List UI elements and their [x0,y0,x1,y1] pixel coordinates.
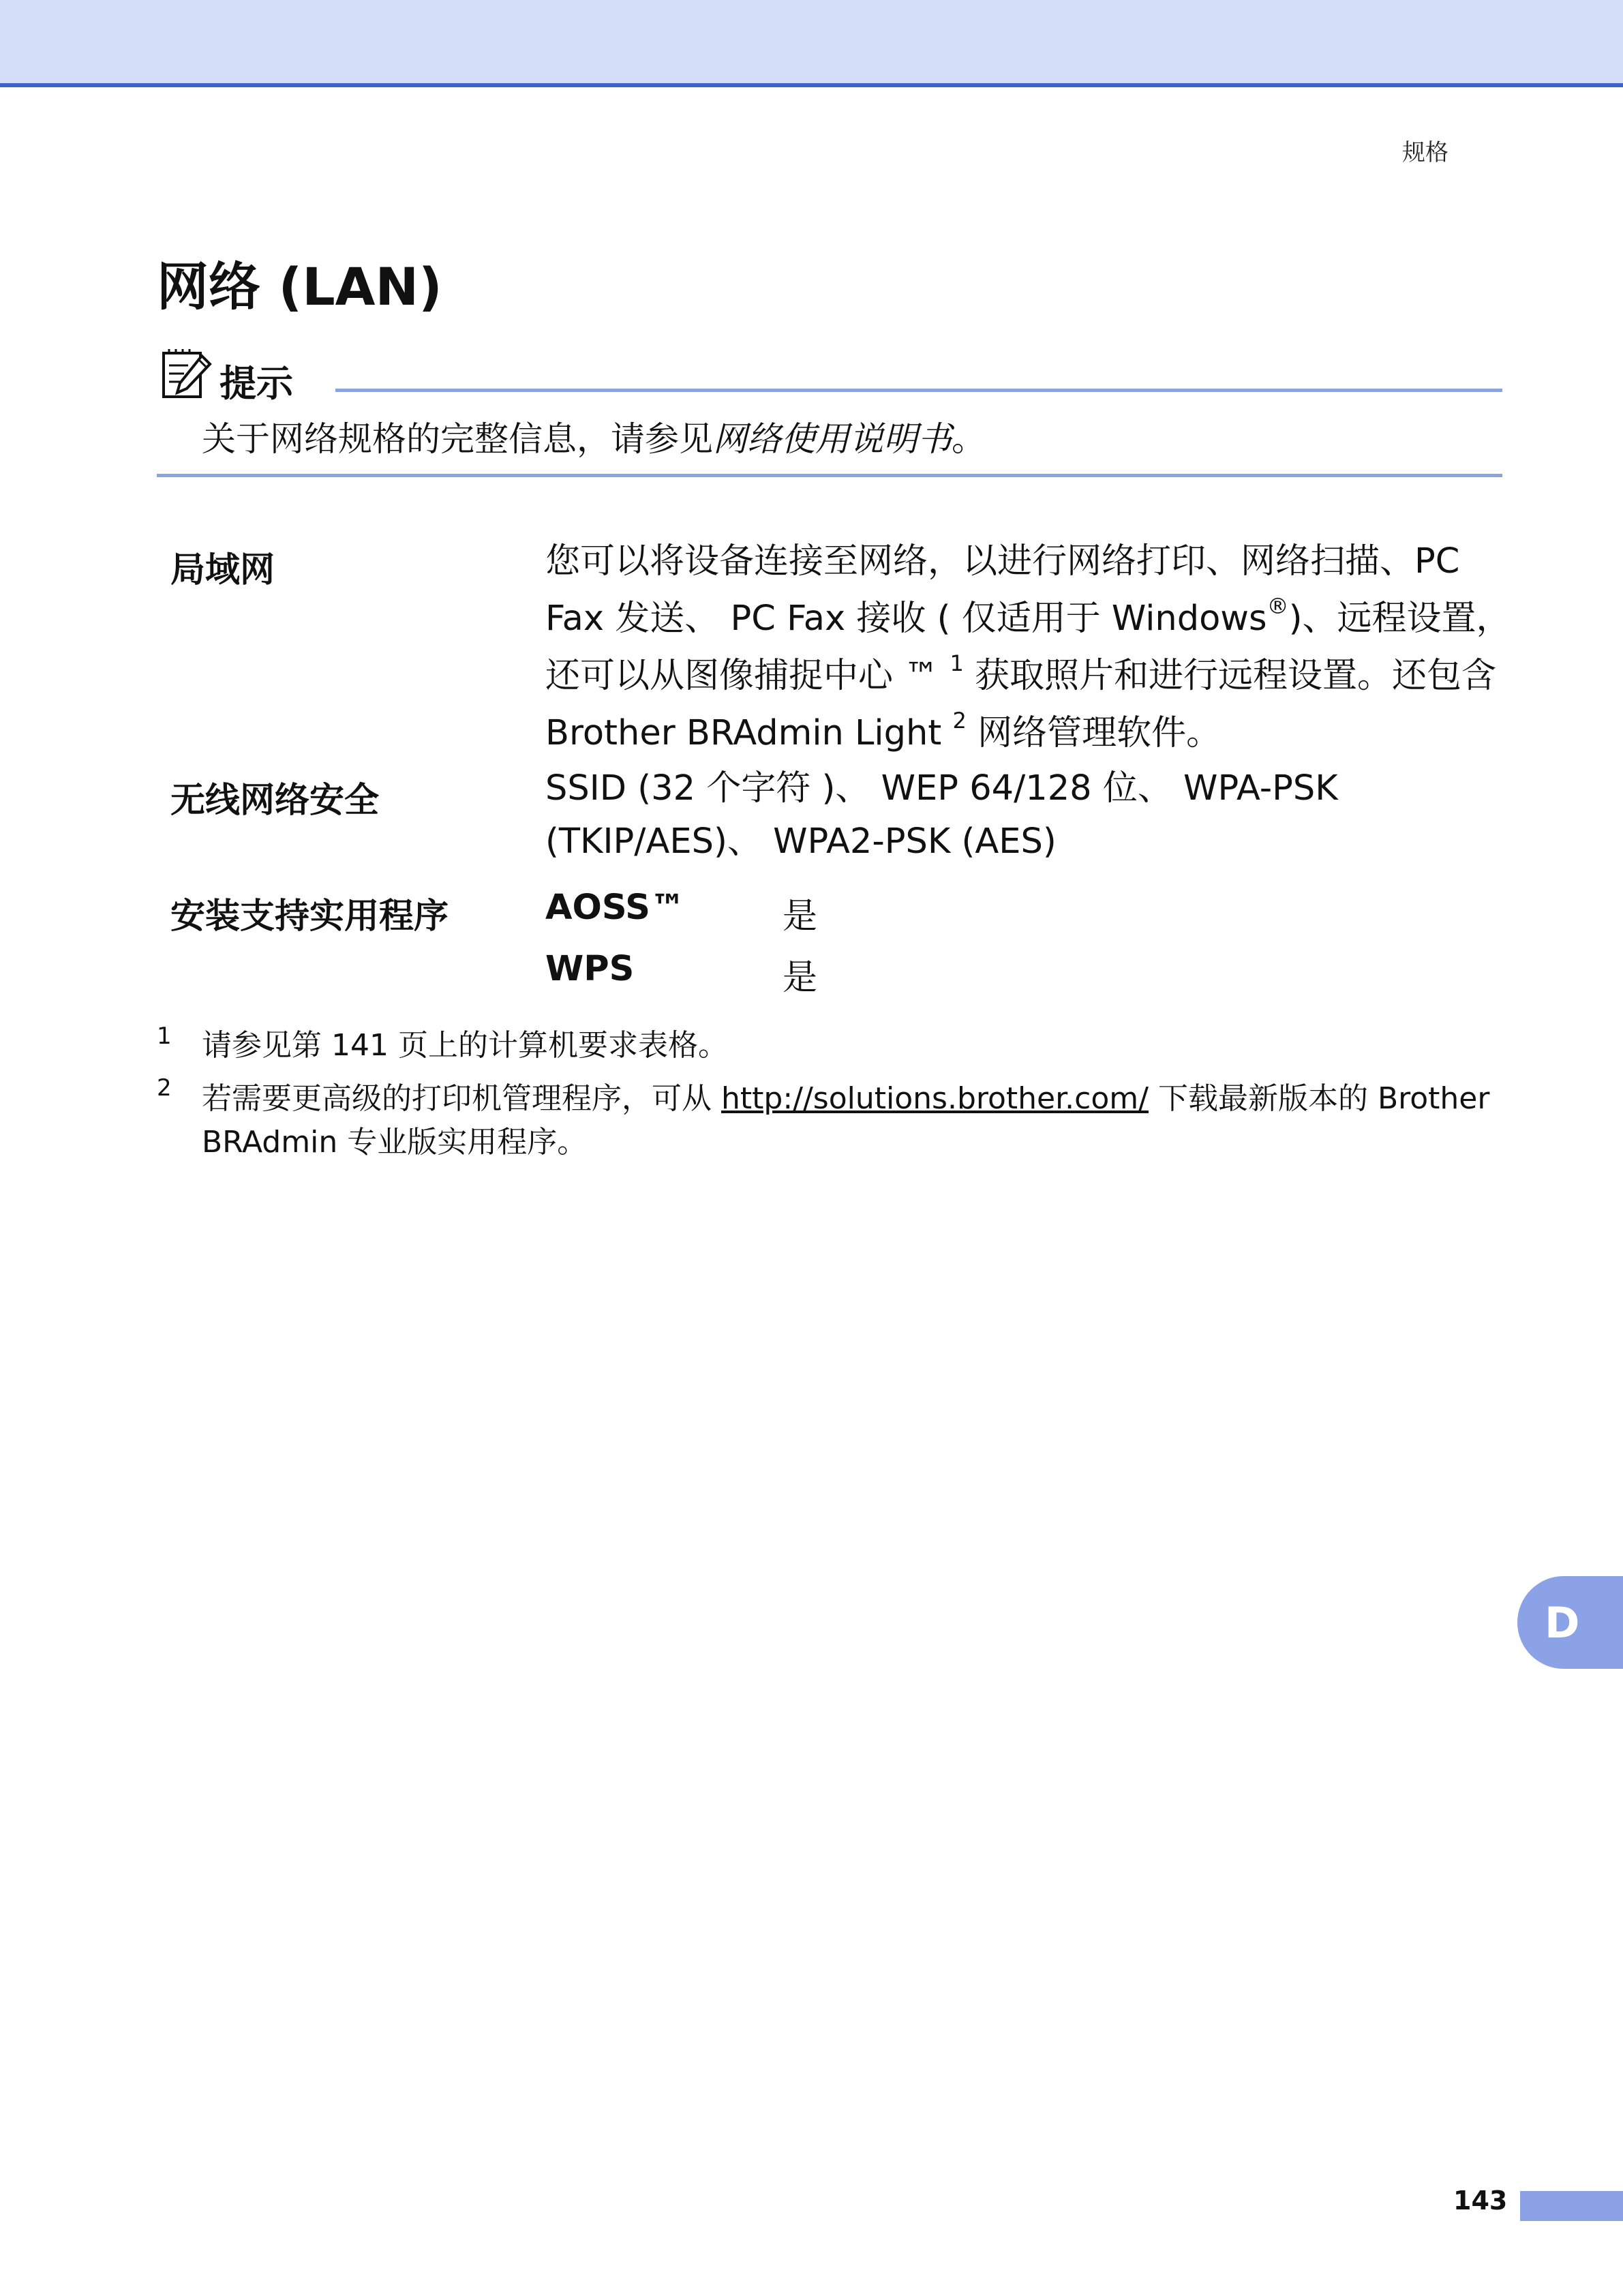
spec-value-lan [545,533,1513,762]
spec-label-setup: 安装支持实用程序 [170,896,449,937]
spec-label-lan: 局域网 [170,550,275,590]
running-head: 规格 [1402,139,1448,166]
solutions-link[interactable]: http://solutions.brother.com/ [721,1081,1149,1116]
lan-text-4: 网络管理软件。 [966,713,1222,753]
lan-text-3: 获取照片和进行远程设置。还包含 Brother BRAdmin Light [545,656,1497,753]
page-title: 网络 (LAN) [157,256,442,317]
spec-label-wireless: 无线网络安全 [170,781,380,821]
lan-text-2: )、远程设置，还可以从图像捕捉中心 ™ [545,599,1511,696]
footnote-2-post: 下载最新版本的 Brother BRAdmin 专业版实用程序。 [202,1081,1490,1160]
page-number: 143 [1453,2186,1508,2216]
note-text-emphasis: 网络使用说明书 [713,419,952,459]
header-band [0,0,1623,87]
setup-value-wps: 是 [783,958,818,998]
lan-text-1: 您可以将设备连接至网络，以进行网络打印、网络扫描、PC Fax 发送、 PC Fax 接收 ( 仅适用于 Windows [545,541,1460,639]
setup-key-wps: WPS [545,949,635,989]
note-rule-top [335,389,1502,392]
footnote-text-1: 请参见第 141 页上的计算机要求表格。 [202,1028,728,1063]
appendix-tab: D [1517,1576,1623,1669]
note-text [202,412,986,461]
note-text-end: 。 [952,419,986,459]
footnote-number-1: 1 [157,1023,172,1050]
footnote-ref-2: 2 [952,708,967,734]
note-text-main: 关于网络规格的完整信息，请参见 [202,419,713,459]
setup-value-aoss: 是 [783,896,818,937]
setup-key-aoss: AOSS™ [545,888,685,928]
footnote-number-2: 2 [157,1074,172,1102]
note-rule-bottom [157,474,1502,477]
note-label: 提示 [219,362,293,405]
footnote-2-pre: 若需要更高级的打印机管理程序，可从 [202,1081,721,1116]
footnote-text-2 [202,1077,1517,1164]
footer-bar [1520,2191,1623,2221]
registered-mark: ® [1266,593,1289,619]
footnote-ref-1: 1 [950,650,964,676]
spec-value-wireless: SSID (32 个字符 )、 WEP 64/128 位、 WPA-PSK (TKIP/AES)、 WPA2-PSK (AES) [545,768,1338,862]
note-pencil-icon [161,349,213,401]
